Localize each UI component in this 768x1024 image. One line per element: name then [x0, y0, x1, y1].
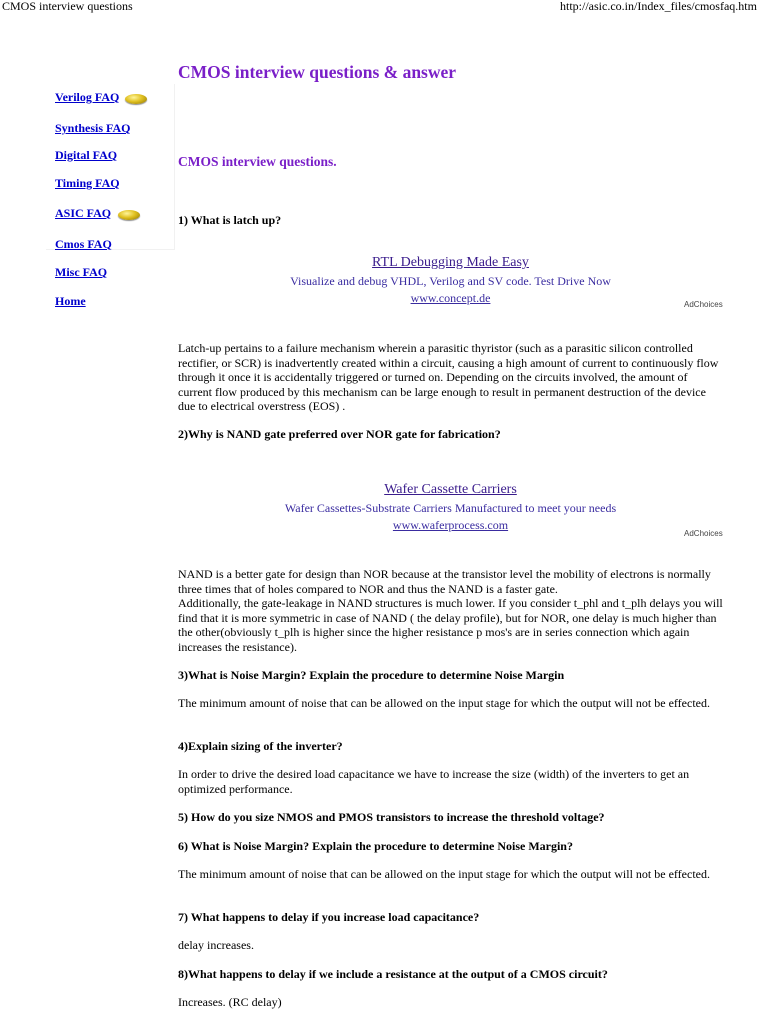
question-5: 5) How do you size NMOS and PMOS transistors to increase the threshold voltage?: [178, 810, 605, 824]
question-1: 1) What is latch up?: [178, 213, 282, 227]
ad-url-link[interactable]: www.waferprocess.com: [392, 518, 509, 532]
ad-url-link[interactable]: www.concept.de: [410, 291, 491, 305]
ad-block-1: [178, 254, 723, 307]
ad-title-link[interactable]: RTL Debugging Made Easy: [372, 255, 529, 270]
answer-7: delay increases.: [178, 938, 254, 952]
ad-title-link[interactable]: Wafer Cassette Carriers: [384, 482, 517, 497]
answer-1: Latch-up pertains to a failure mechanism wherein a parasitic thyristor (such as a parasitic silicon controlled rectifier, or SCR) is inadvertently created within a circuit, causing a high amount of current to continuously flow through it once it is accidentally triggered or turned on. Depending on the circuits involved, the amount of current flow produced by this mechanism can be large enough to result in permanent destruction of the device due to electrical overstress (EOS) .: [178, 341, 719, 414]
page-title: CMOS interview questions & answer: [178, 62, 457, 82]
question-3: 3)What is Noise Margin? Explain the procedure to determine Noise Margin: [178, 668, 565, 682]
question-2: 2)Why is NAND gate preferred over NOR gate for fabrication?: [178, 427, 501, 441]
ad-block-2: [178, 481, 723, 534]
sidebar-item-synthesis-faq[interactable]: Synthesis FAQ: [55, 121, 131, 135]
answer-8: Increases. (RC delay): [178, 995, 282, 1009]
sidebar-nav: [46, 84, 175, 250]
sidebar-item-misc-faq[interactable]: Misc FAQ: [55, 265, 108, 279]
sidebar-item-asic-faq[interactable]: ASIC FAQ: [55, 206, 112, 220]
ad-description: Wafer Cassettes-Substrate Carriers Manufactured to meet your needs: [284, 501, 617, 515]
sidebar-item-cmos-faq[interactable]: Cmos FAQ: [55, 237, 112, 251]
section-heading: CMOS interview questions.: [178, 154, 337, 169]
gold-coin-icon: [125, 94, 147, 104]
adchoices-label[interactable]: AdChoices: [684, 529, 723, 538]
sidebar-item-digital-faq[interactable]: Digital FAQ: [55, 148, 118, 162]
answer-2-continued: Additionally, the gate-leakage in NAND structures is much lower. If you consider t_phl and t_plh delays you will find that it is more symmetric in case of NAND ( the delay profile), but for NOR, one delay is much higher than the other(obviously t_plh is higher since the higher resistance p mos's are in series connection which again increases the resistance).: [178, 596, 723, 654]
answer-3: The minimum amount of noise that can be allowed on the input stage for which the output will not be effected.: [178, 696, 710, 710]
document-title: CMOS interview questions: [2, 0, 133, 13]
document-url: http://asic.co.in/Index_files/cmosfaq.htm: [560, 0, 757, 13]
answer-2: NAND is a better gate for design than NOR because at the transistor level the mobility of electrons is normally three times that of holes compared to NOR and thus the NAND is a faster gate.: [178, 567, 711, 596]
sidebar-item-verilog-faq[interactable]: Verilog FAQ: [55, 90, 120, 104]
ad-description: Visualize and debug VHDL, Verilog and SV code. Test Drive Now: [290, 274, 611, 288]
answer-4: In order to drive the desired load capacitance we have to increase the size (width) of the inverters to get an optimized performance.: [178, 767, 690, 796]
adchoices-label[interactable]: AdChoices: [684, 300, 723, 309]
sidebar-item-home[interactable]: Home: [55, 294, 86, 308]
question-6: 6) What is Noise Margin? Explain the procedure to determine Noise Margin?: [178, 839, 573, 853]
question-7: 7) What happens to delay if you increase load capacitance?: [178, 910, 480, 924]
gold-coin-icon: [118, 210, 140, 220]
sidebar-item-timing-faq[interactable]: Timing FAQ: [55, 176, 120, 190]
answer-6: The minimum amount of noise that can be allowed on the input stage for which the output will not be effected.: [178, 867, 710, 881]
question-8: 8)What happens to delay if we include a resistance at the output of a CMOS circuit?: [178, 967, 608, 981]
question-4: 4)Explain sizing of the inverter?: [178, 739, 343, 753]
